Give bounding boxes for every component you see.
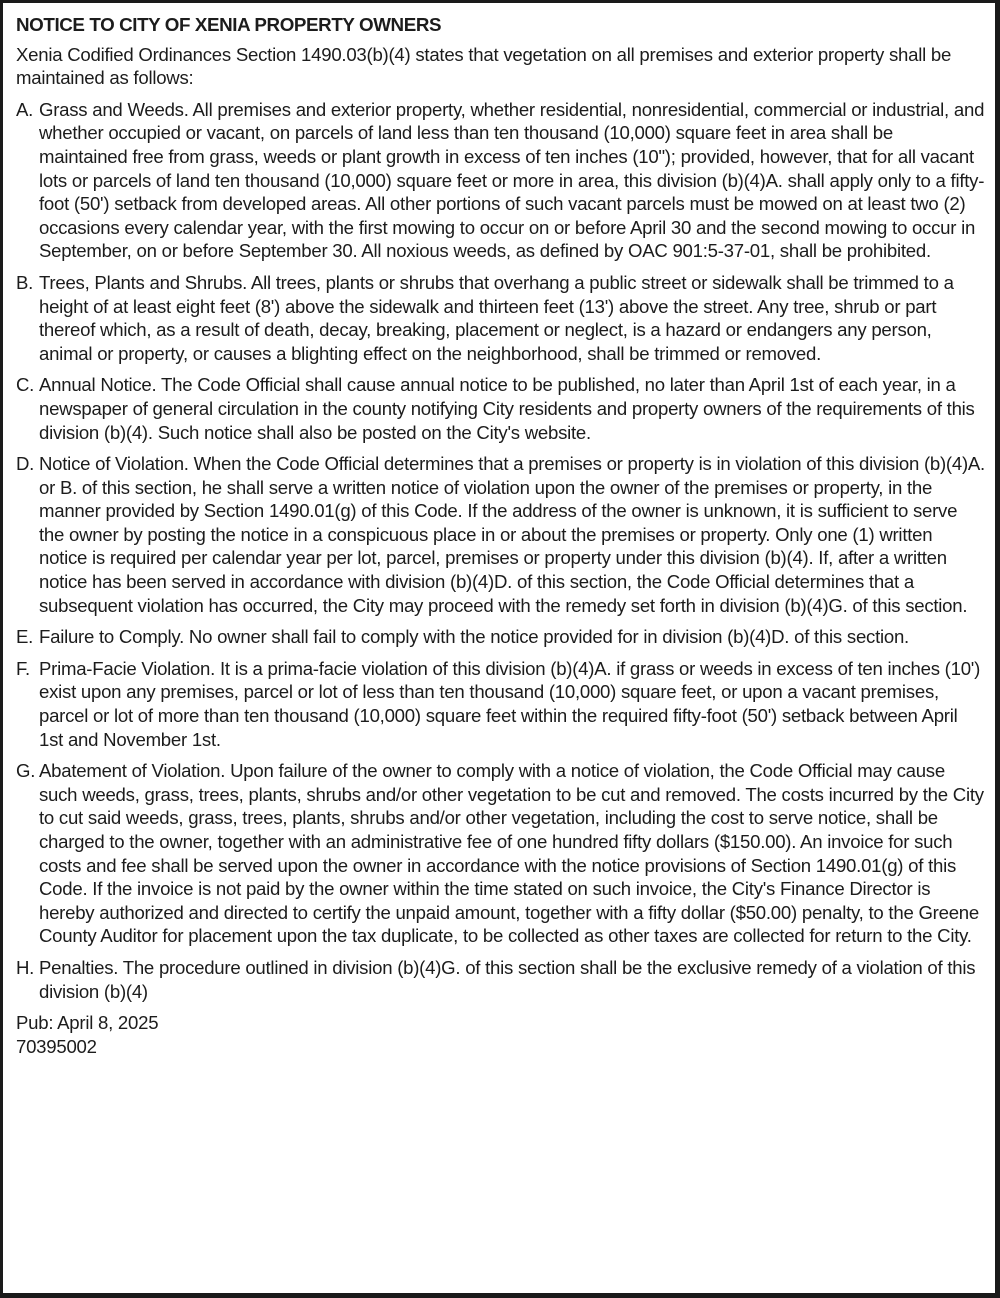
notice-title: NOTICE TO CITY OF XENIA PROPERTY OWNERS xyxy=(16,14,442,35)
publication-date: Pub: April 8, 2025 xyxy=(16,1012,159,1034)
section-text: Abatement of Violation. Upon failure of the owner to comply with a notice of violation, the Code Official may cause such weeds, grass, trees, plants, shrubs and/or other vegetation to be cut and removed. The costs incurred by the City to cut said weeds, grass, trees, plants, shrubs and/or other vegetation, including the cost to serve notice, shall be charged to the owner, together with an administrative fee of one hundred fifty dollars ($150.00). An invoice for such costs and fee shall be served upon the owner in accordance with the notice provisions of Section 1490.01(g) of this Code. If the invoice is not paid by the owner within the time stated on such invoice, the City's Finance Director is hereby authorized and directed to certify the unpaid amount, together with a fifty dollar ($50.00) penalty, to the Greene County Auditor for placement upon the tax duplicate, to be collected as other taxes are collected for return to the City. xyxy=(39,760,984,947)
section-c-annual-notice xyxy=(16,373,985,444)
section-letter: B. xyxy=(16,271,34,293)
section-b-trees-plants-shrubs xyxy=(16,271,985,365)
section-text: Grass and Weeds. All premises and exterior property, whether residential, nonresidential, commercial or industrial, and whether occupied or vacant, on parcels of land less than ten thousand (10,000) square feet in area shall be maintained free from grass, weeds or plant growth in excess of ten inches (10"); provided, however, that for all vacant lots or parcels of land ten thousand (10,000) square feet or more in area, this division (b)(4)A. shall apply only to a fifty- foot (50') setback from developed areas. All other portions of such vacant parcels must be mowed on at least two (2) occasions every calendar year, with the first mowing to occur on or before April 30 and the second mowing to occur in September, on or before September 30. All noxious weeds, as defined by OAC 901:5-37-01, shall be prohibited. xyxy=(39,98,985,262)
section-h-penalties xyxy=(16,956,985,1003)
section-letter: D. xyxy=(16,453,35,475)
section-e-failure-to-comply xyxy=(16,625,985,649)
ad-number: 70395002 xyxy=(16,1035,97,1057)
section-d-notice-of-violation xyxy=(16,452,985,617)
section-letter: C. xyxy=(16,374,35,396)
notice-intro: Xenia Codified Ordinances Section 1490.03(b)(4) states that vegetation on all premises and exterior property shall be maintained as follows: xyxy=(16,43,952,89)
section-text: Trees, Plants and Shrubs. All trees, plants or shrubs that overhang a public street or sidewalk shall be trimmed to a height of at least eight feet (8') above the sidewalk and thirteen feet (13') above the street. Any tree, shrub or part thereof which, as a result of death, decay, breaking, placement or neglect, is a hazard or endangers any person, animal or property, or causes a blighting effect on the neighborhood, shall be trimmed or removed. xyxy=(39,271,954,364)
section-text: Notice of Violation. When the Code Official determines that a premises or property is in violation of this division (b)(4)A. or B. of this section, he shall serve a written notice of violation upon the owner of the premises or property, in the manner provided by Section 1490.01(g) of this Code. If the address of the owner is unknown, it is sufficient to serve the owner by posting the notice in a conspicuous place in or about the premises or property. Only one (1) written notice is required per calendar year per lot, parcel, premises or property under this division (b)(4). If, after a written notice has been served in accordance with division (b)(4)D. of this section, the Code Official determines that a subsequent violation has occurred, the City may proceed with the remedy set forth in division (b)(4)G. of this section. xyxy=(39,453,985,616)
section-letter: E. xyxy=(16,626,34,648)
section-text: Failure to Comply. No owner shall fail to comply with the notice provided for in division (b)(4)D. of this section. xyxy=(39,626,909,648)
section-text: Annual Notice. The Code Official shall cause annual notice to be published, no later than April 1st of each year, in a newspaper of general circulation in the county notifying City residents and property owners of the requirements of this division (b)(4). Such notice shall also be posted on the City's website. xyxy=(39,374,975,443)
section-g-abatement-of-violation xyxy=(16,759,985,948)
section-text: Prima-Facie Violation. It is a prima-facie violation of this division (b)(4)A. if grass or weeds in excess of ten inches (10') exist upon any premises, parcel or lot of less than ten thousand (10,000) square feet, or upon a vacant premises, parcel or lot of more than ten thousand (10,000) square feet within the required fifty-foot (50') setback between April 1st and November 1st. xyxy=(39,657,981,750)
section-text: Penalties. The procedure outlined in division (b)(4)G. of this section shall be the exclusive remedy of a violation of this division (b)(4) xyxy=(39,956,976,1002)
section-letter: G. xyxy=(16,760,36,782)
section-f-prima-facie-violation xyxy=(16,657,985,751)
section-letter: A. xyxy=(16,98,34,120)
section-letter: F. xyxy=(16,657,30,679)
section-letter: H. xyxy=(16,956,35,978)
section-a-grass-and-weeds xyxy=(16,98,985,263)
